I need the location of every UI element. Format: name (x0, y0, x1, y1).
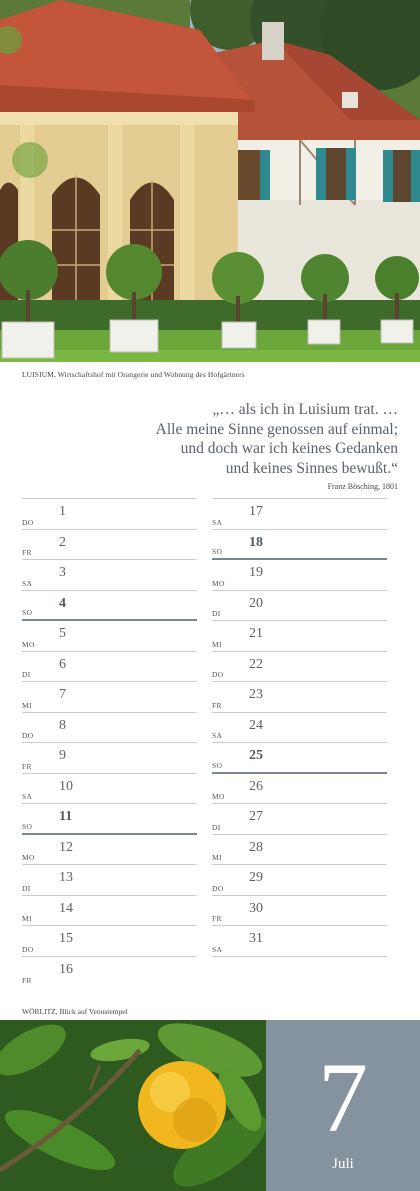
weekday-label: DO (22, 517, 34, 527)
calendar-day-row (212, 774, 387, 805)
calendar-day-row (22, 926, 197, 957)
weekday-label: SO (212, 547, 223, 556)
day-number: 1 (59, 504, 66, 519)
day-number: 9 (59, 748, 66, 763)
calendar-day-row (22, 682, 197, 713)
calendar-day-row (212, 865, 387, 896)
weekday-label: FR (22, 761, 32, 771)
day-number: 7 (59, 687, 66, 702)
weekday-label: SA (212, 731, 223, 740)
day-number: 4 (59, 595, 66, 611)
weekday-label: MI (212, 853, 222, 862)
month-block (266, 1020, 420, 1191)
weekday-label: MO (212, 792, 225, 801)
weekday-label: DO (22, 731, 34, 740)
day-number: 30 (249, 900, 263, 916)
weekday-label: FR (22, 976, 32, 985)
weekday-label: SA (212, 517, 223, 527)
weekday-label: SA (212, 944, 223, 954)
day-number: 17 (249, 504, 263, 519)
quote-line: und doch war ich keines Gedanken (180, 440, 398, 457)
calendar-day-row (212, 926, 387, 957)
day-number: 11 (59, 809, 73, 824)
calendar-column-right (212, 498, 387, 957)
weekday-label: DO (212, 670, 224, 679)
calendar-day-row (212, 896, 387, 927)
weekday-label: MI (22, 914, 32, 923)
calendar-day-row (22, 835, 197, 866)
calendar-day-row (22, 530, 197, 561)
calendar-day-row (212, 713, 387, 744)
weekday-label: DO (212, 883, 224, 893)
calendar-day-row (22, 713, 197, 744)
calendar-day-row-sunday (212, 743, 387, 774)
weekday-label: DI (22, 883, 31, 893)
month-number: 7 (318, 1042, 368, 1153)
day-number: 24 (249, 717, 263, 733)
day-number: 15 (59, 931, 73, 946)
quote-line: „… als ich in Luisium trat. … (212, 401, 398, 418)
weekday-label: SA (22, 578, 33, 588)
weekday-label: SO (22, 608, 33, 617)
day-number: 2 (59, 534, 66, 550)
weekday-label: FR (22, 548, 32, 557)
month-name: Juli (332, 1156, 354, 1172)
calendar-day-row (22, 957, 197, 988)
calendar-day-row (212, 835, 387, 866)
top-photo-luisium (0, 0, 420, 362)
weekday-label: DI (22, 670, 31, 679)
calendar-day-row (212, 591, 387, 622)
day-number: 25 (249, 748, 263, 763)
weekday-label: FR (212, 700, 222, 710)
calendar-day-row (212, 652, 387, 683)
calendar-day-row (22, 896, 197, 927)
day-number: 16 (59, 961, 73, 977)
day-number: 13 (59, 870, 73, 885)
calendar-day-row-sunday (22, 804, 197, 835)
day-number: 10 (59, 778, 73, 794)
weekday-label: MO (22, 853, 35, 862)
calendar-day-row (22, 560, 197, 591)
calendar-day-row-sunday (22, 591, 197, 622)
weekday-label: MO (212, 578, 225, 588)
day-number: 14 (59, 900, 73, 916)
day-number: 26 (249, 778, 263, 794)
day-number: 8 (59, 717, 66, 733)
calendar-day-row (212, 682, 387, 713)
day-number: 6 (59, 656, 66, 672)
calendar-day-row (212, 560, 387, 591)
weekday-label: SO (212, 760, 223, 770)
quote-block (68, 400, 398, 491)
day-number: 27 (249, 809, 263, 824)
photo-illustration (0, 1020, 266, 1191)
calendar-day-row (22, 499, 197, 530)
calendar-day-row (212, 621, 387, 652)
day-number: 22 (249, 656, 263, 672)
day-number: 21 (249, 626, 263, 641)
quote-author: Franz Bösching, 1801 (327, 482, 398, 491)
weekday-label: MI (212, 639, 222, 649)
calendar-day-row (22, 743, 197, 774)
day-number: 28 (249, 839, 263, 855)
day-number: 3 (59, 565, 66, 580)
weekday-label: MO (22, 639, 35, 649)
calendar-day-row (22, 774, 197, 805)
calendar-column-left (22, 498, 197, 987)
calendar-day-row (22, 865, 197, 896)
day-number: 19 (249, 565, 263, 580)
photo-caption-bottom: WÖRLITZ, Blick auf Venustempel (22, 1007, 128, 1016)
quote-line: und keines Sinnes bewußt.“ (225, 459, 398, 477)
day-number: 18 (249, 534, 263, 550)
weekday-label: FR (212, 914, 222, 923)
quote-line: Alle meine Sinne genossen auf einmal; (155, 420, 398, 438)
calendar-day-row (22, 621, 197, 652)
weekday-label: SA (22, 792, 33, 801)
calendar-day-row (212, 499, 387, 530)
weekday-label: MI (22, 700, 32, 710)
day-number: 5 (59, 626, 66, 641)
weekday-label: SO (22, 821, 33, 831)
day-number: 31 (249, 931, 263, 946)
day-number: 29 (249, 870, 263, 885)
weekday-label: DI (212, 822, 221, 832)
calendar-day-row (212, 804, 387, 835)
photo-illustration (0, 0, 420, 362)
day-number: 12 (59, 839, 73, 855)
day-number: 23 (249, 687, 263, 702)
weekday-label: DI (212, 609, 221, 618)
day-number: 20 (249, 595, 263, 611)
calendar-day-row (22, 652, 197, 683)
photo-caption-top: LUISIUM, Wirtschaftshof mit Orangerie und Wohnung des Hofgärtners (22, 370, 245, 379)
calendar-day-row-sunday (212, 530, 387, 561)
weekday-label: DO (22, 944, 34, 954)
bottom-photo-orange (0, 1020, 266, 1191)
